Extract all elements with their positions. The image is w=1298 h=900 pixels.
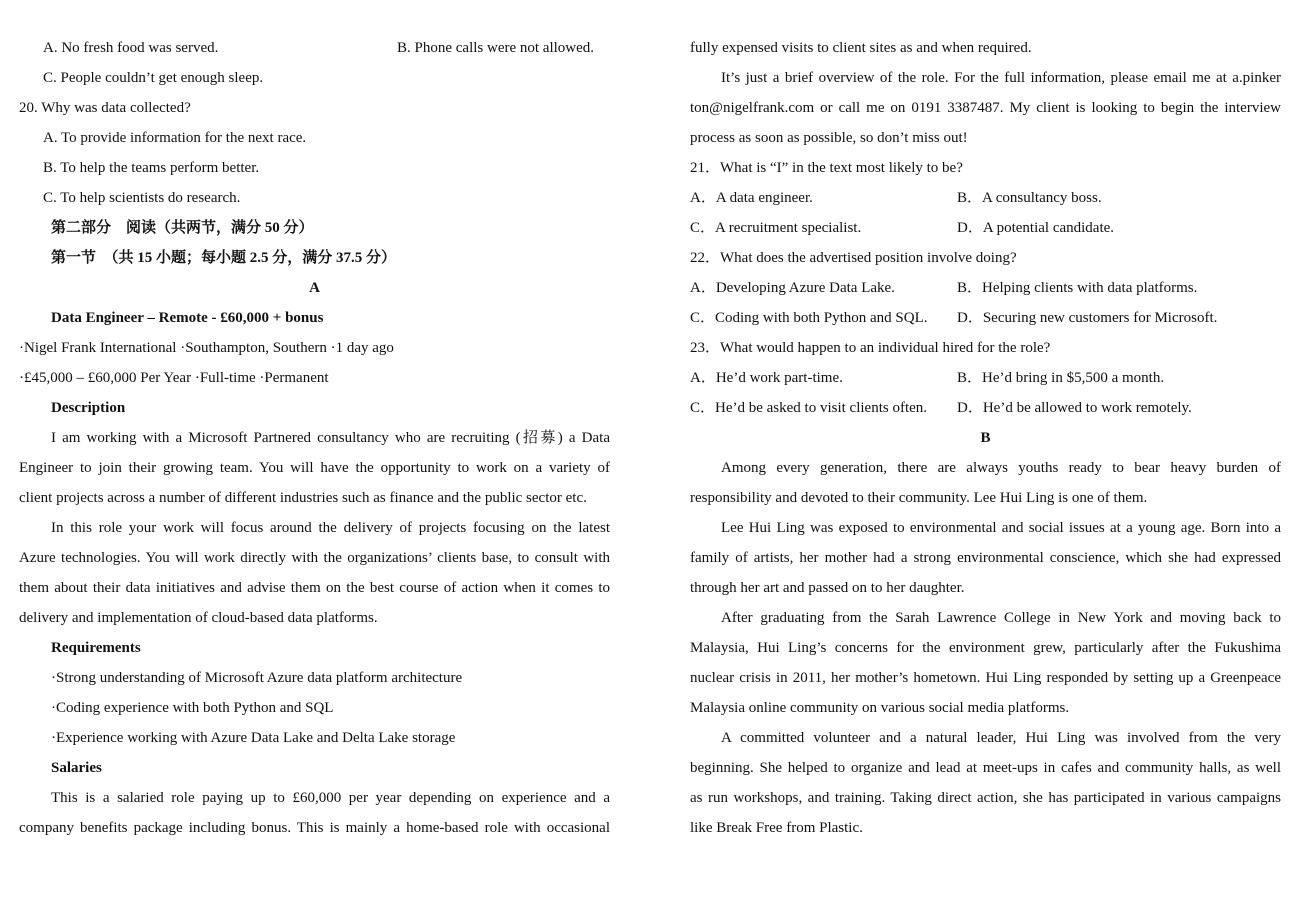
job-meta-company: ·Nigel Frank International ·Southampton, Southern ·1 day ago [19, 340, 394, 356]
passage-b-line: After graduating from the Sarah Lawrence College in New York and moving back to [721, 610, 1281, 626]
description-line: I am working with a Microsoft Partnered consultancy who are recruiting (招募) a Data [51, 430, 610, 446]
section1-heading: 第一节 （共 15 小题；每小题 2.5 分，满分 37.5 分） [51, 250, 397, 266]
requirements-heading: Requirements [51, 640, 141, 656]
passage-b-line: Among every generation, there are always youths ready to bear heavy burden of [721, 460, 1281, 476]
q19-option-c: C. People couldn’t get enough sleep. [43, 70, 264, 86]
passage-b-letter: B [980, 430, 991, 446]
passage-b-line: through her art and passed on to her daughter. [690, 580, 965, 596]
passage-a-letter: A [309, 280, 320, 296]
salary-line: This is a salaried role paying up to £60,000 per year depending on experience and a [51, 790, 610, 806]
q20-stem: 20. Why was data collected? [19, 100, 191, 116]
description-line: Engineer to join their growing team. You will have the opportunity to work on a variety of [19, 460, 610, 476]
q22-option-b: B．Helping clients with data platforms. [957, 280, 1198, 296]
q21-stem: 21．What is “I” in the text most likely to be? [690, 160, 963, 176]
passage-b-line: Malaysia online community on various social media platforms. [690, 700, 1070, 716]
q21-options-row [690, 183, 1281, 213]
description-line: Azure technologies. You will work directly with the organizations’ clients base, to consult with [19, 550, 610, 566]
q23-option-c: C．He’d be asked to visit clients often. [690, 400, 928, 416]
q23-option-d: D．He’d be allowed to work remotely. [957, 400, 1192, 416]
passage-b-line: like Break Free from Plastic. [690, 820, 863, 836]
q19-options-row [19, 33, 610, 63]
q21-option-c: C．A recruitment specialist. [690, 220, 862, 236]
part2-heading: 第二部分 阅读（共两节，满分 50 分） [51, 220, 314, 236]
job-title: Data Engineer – Remote - £60,000 + bonus [51, 310, 324, 326]
q20-option-a: A. To provide information for the next race. [43, 130, 307, 146]
q23-option-a: A．He’d work part-time. [690, 370, 843, 386]
q21-option-d: D．A potential candidate. [957, 220, 1115, 236]
q22-option-c: C．Coding with both Python and SQL. [690, 310, 928, 326]
requirement-item: ·Experience working with Azure Data Lake and Delta Lake storage [51, 730, 456, 746]
passage-b-line: family of artists, her mother had a strong environmental conscience, which she had expressed [690, 550, 1281, 566]
q22-stem: 22．What does the advertised position involve doing? [690, 250, 1017, 266]
description-line: In this role your work will focus around the delivery of projects focusing on the latest [51, 520, 610, 536]
salary-line: company benefits package including bonus. This is mainly a home-based role with occasional [19, 820, 610, 836]
right-column [690, 33, 1281, 843]
q19-option-b: B. Phone calls were not allowed. [397, 40, 595, 56]
description-line: them about their data initiatives and advise them on the best course of action when it comes to [19, 580, 610, 596]
overview-line: process as soon as possible, so don’t miss out! [690, 130, 968, 146]
q23-options-row [690, 363, 1281, 393]
q21-option-b: B．A consultancy boss. [957, 190, 1102, 206]
left-column [19, 33, 610, 843]
passage-b-line: as run workshops, and training. Taking direct action, she has participated in various campaigns [690, 790, 1281, 806]
q20-option-c: C. To help scientists do research. [43, 190, 241, 206]
passage-b-line: nuclear crisis in 2011, her mother’s hometown. Hui Ling responded by setting up a Greenpeace [690, 670, 1281, 686]
passage-b-line: A committed volunteer and a natural leader, Hui Ling was involved from the very [721, 730, 1281, 746]
salary-line: fully expensed visits to client sites as and when required. [690, 40, 1032, 56]
q23-stem: 23．What would happen to an individual hired for the role? [690, 340, 1051, 356]
q22-options-row [690, 273, 1281, 303]
requirement-item: ·Coding experience with both Python and SQL [51, 700, 334, 716]
q21-option-a: A．A data engineer. [690, 190, 813, 206]
q22-option-d: D．Securing new customers for Microsoft. [957, 310, 1218, 326]
passage-b-line: responsibility and devoted to their community. Lee Hui Ling is one of them. [690, 490, 1148, 506]
q19-option-a: A. No fresh food was served. [43, 40, 219, 56]
overview-line: ton@nigelfrank.com or call me on 0191 3387487. My client is looking to begin the interview [690, 100, 1281, 116]
salaries-heading: Salaries [51, 760, 102, 776]
passage-b-line: Lee Hui Ling was exposed to environmental and social issues at a young age. Born into a [721, 520, 1281, 536]
passage-b-line: beginning. She helped to organize and lead at meet-ups in cafes and community halls, as well [690, 760, 1281, 776]
passage-b-line: Malaysia, Hui Ling’s concerns for the environment grew, particularly after the Fukushima [690, 640, 1281, 656]
description-line: delivery and implementation of cloud-based data platforms. [19, 610, 378, 626]
q22-option-a: A．Developing Azure Data Lake. [690, 280, 895, 296]
q23-options-row [690, 393, 1281, 423]
requirement-item: ·Strong understanding of Microsoft Azure data platform architecture [51, 670, 463, 686]
q20-option-b: B. To help the teams perform better. [43, 160, 260, 176]
q23-option-b: B．He’d bring in $5,500 a month. [957, 370, 1165, 386]
job-meta-salary: ·£45,000 – £60,000 Per Year ·Full-time ·Permanent [19, 370, 329, 386]
q22-options-row [690, 303, 1281, 333]
description-line: client projects across a number of different industries such as finance and the public sector etc. [19, 490, 587, 506]
overview-line: It’s just a brief overview of the role. For the full information, please email me at a.pinker [721, 70, 1281, 86]
description-heading: Description [51, 400, 126, 416]
q21-options-row [690, 213, 1281, 243]
